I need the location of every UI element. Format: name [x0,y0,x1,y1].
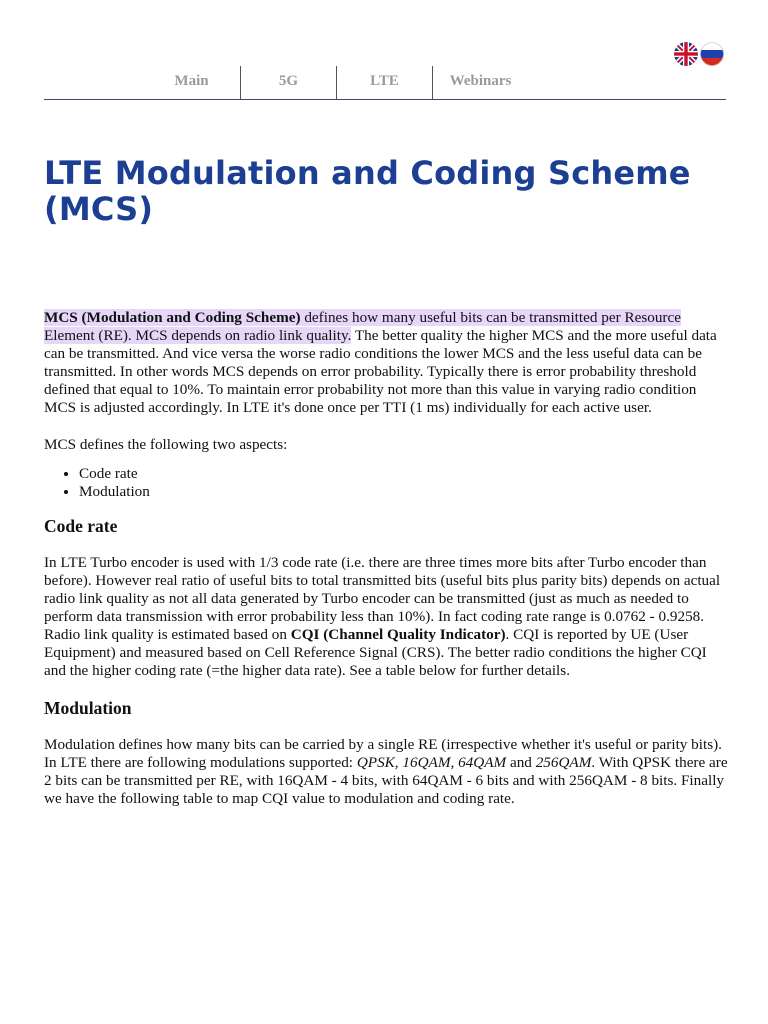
mcs-term: MCS (Modulation and Coding Scheme) [44,309,301,326]
uk-flag-icon[interactable] [674,42,698,66]
intro-text: The better quality the higher MCS and the more useful data can be transmitted. And vice versa the worse radio conditions the lower MCS and the less useful data can be transmitted. In other words MCS depends on error probability. Typically there is error probability threshold defined that equal to 10%. To maintain error probability not more than this value in varying radio condition MCS is adjusted accordingly. In LTE it's done once per TTI (1 ms) individually for each active user. [44,327,717,417]
modulation-text-2: . With QPSK there are 2 bits can be transmitted per RE, with 16QAM - 4 bits, with 64QAM - 6 bits and with 256QAM - 8 bits. Finally we have the following table to map CQI value to modulation and coding rate. [44,753,728,807]
aspects-list [44,465,728,501]
code-rate-text: In LTE Turbo encoder is used with 1/3 code rate (i.e. there are three times more bits after Turbo encoder than before). However real ratio of useful bits to total transmitted bits (useful bits plus parity bits) depends on actual radio link quality as not all data generated by Turbo encoder can be transmitted (just as much as needed to perform data transmission with error probability less than 10%). In fact coding rate range is 0.0762 - 0.9258. Radio link quality is estimated based on [44,553,721,644]
nav-lte[interactable]: LTE [336,66,432,99]
page-title: LTE Modulation and Coding Scheme (MCS) [44,154,691,228]
intro-paragraph [44,309,728,418]
definition-text: defines how many useful bits can be transmitted per Resource Element (RE). MCS depends on radio link quality. [44,309,681,345]
modulation-text: Modulation defines how many bits can be carried by a single RE (irrespective whether it's useful or parity bits). In LTE there are following modulations supported: [44,735,722,771]
nav-main[interactable]: Main [174,73,209,89]
list-item: • Modulation [79,483,728,501]
modulation-heading: Modulation [44,697,132,718]
cqi-term: CQI (Channel Quality Indicator) [290,626,506,644]
modulation-and: and [506,753,536,771]
code-rate-heading: Code rate [44,515,118,536]
nav-webinars[interactable]: Webinars [432,66,528,99]
list-item: • Code rate [79,465,728,483]
code-rate-paragraph [44,554,728,681]
language-switcher [674,42,724,66]
nav-5g[interactable]: 5G [240,66,336,99]
nav-divider [44,99,726,100]
russia-flag-icon[interactable] [700,42,724,66]
modulation-type-256qam: 256QAM [535,753,592,771]
aspects-lead: MCS defines the following two aspects: [44,435,288,453]
modulation-paragraph [44,736,728,808]
article-body [44,309,728,808]
code-rate-text-2: . CQI is reported by UE (User Equipment) and measured based on Cell Reference Signal (CRS). The better radio conditions the higher CQI and the higher coding rate (=the higher data rate). See a table below for further details. [44,626,707,680]
top-nav [143,66,528,99]
modulation-types: QPSK, 16QAM, 64QAM [356,753,507,771]
